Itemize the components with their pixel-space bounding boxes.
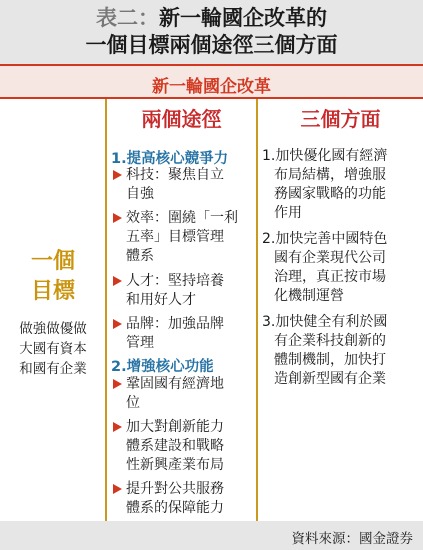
item-line: 體系建設和戰略	[126, 438, 224, 454]
aspect-item-2	[262, 230, 387, 306]
path-item	[126, 209, 238, 266]
section-1-heading: 1.提高核心競爭力	[111, 151, 229, 167]
path-item	[126, 480, 224, 518]
aspect-item-3	[262, 313, 387, 389]
item-line: 鞏固國有經濟地	[126, 376, 224, 392]
title-prefix: 表二：	[96, 6, 159, 30]
goal-desc-line-3: 和國有企業	[19, 361, 87, 377]
paths-column	[107, 139, 256, 524]
reform-band	[0, 64, 423, 99]
path-item	[126, 166, 224, 204]
bullet-arrow-icon	[113, 319, 122, 329]
item-line: 管理	[126, 335, 154, 351]
goal-desc-line-2: 大國有資本	[19, 341, 87, 357]
paths-header: 兩個途徑	[141, 107, 222, 131]
item-line: 性新興產業布局	[126, 457, 224, 473]
title-text-1: 新一輪國企改革的	[159, 6, 327, 30]
goal-title	[0, 247, 106, 307]
title-line-1	[0, 0, 423, 32]
bullet-arrow-icon	[113, 422, 122, 432]
title-line-2: 一個目標兩個途徑三個方面	[85, 33, 338, 57]
goal-column	[0, 139, 106, 519]
bullet-arrow-icon	[113, 379, 122, 389]
item-line: 自強	[126, 186, 154, 202]
item-line: 提升對公共服務	[126, 481, 224, 497]
aspect-line: 3.加快健全有利於國	[262, 314, 388, 330]
goal-title-line-1: 一個	[30, 249, 75, 274]
aspect-line: 國有企業現代公司	[274, 250, 386, 266]
aspects-column	[258, 139, 423, 524]
aspect-line: 1.加快優化國有經濟	[262, 148, 388, 164]
item-line: 體系的保障能力	[126, 500, 224, 516]
item-line: 人才：堅持培養	[126, 273, 224, 289]
aspect-line: 化機制運營	[274, 288, 344, 304]
path-item	[126, 375, 224, 413]
item-line: 效率：圍繞「一利	[126, 210, 238, 226]
path-item	[126, 272, 224, 310]
aspects-header: 三個方面	[300, 107, 381, 131]
goal-description	[0, 319, 106, 379]
item-line: 體系	[126, 248, 154, 264]
aspect-line: 作用	[274, 205, 302, 221]
item-line: 科技：聚焦自立	[126, 167, 224, 183]
aspect-item-1	[262, 147, 387, 223]
reform-band-label: 新一輪國企改革	[152, 77, 271, 97]
item-line: 和用好人才	[126, 292, 196, 308]
aspect-line: 體制機制，加快打	[274, 352, 386, 368]
item-line: 位	[126, 395, 140, 411]
source-text: 資料來源：國金證券	[291, 531, 413, 547]
aspect-line: 治理，真正按市場	[274, 269, 386, 285]
path-item	[126, 418, 224, 475]
section-2-heading: 2.增強核心功能	[111, 359, 214, 375]
bullet-arrow-icon	[113, 213, 122, 223]
item-line: 品牌：加強品牌	[126, 316, 224, 332]
item-line: 加大對創新能力	[126, 419, 224, 435]
goal-desc-line-1: 做強做優做	[19, 321, 87, 337]
path-item	[126, 315, 224, 353]
aspect-line: 有企業科技創新的	[274, 333, 386, 349]
aspect-line: 造創新型國有企業	[274, 371, 386, 387]
column-header-row	[0, 99, 423, 139]
bullet-arrow-icon	[113, 170, 122, 180]
item-line: 五率」目標管理	[126, 229, 224, 245]
title-area	[0, 0, 423, 64]
bullet-arrow-icon	[113, 276, 122, 286]
source-bar	[0, 521, 423, 550]
goal-title-line-2: 目標	[30, 279, 75, 304]
aspect-line: 2.加快完善中國特色	[262, 231, 388, 247]
aspect-line: 布局結構，增強服	[274, 167, 386, 183]
aspect-line: 務國家戰略的功能	[274, 186, 386, 202]
bullet-arrow-icon	[113, 484, 122, 494]
